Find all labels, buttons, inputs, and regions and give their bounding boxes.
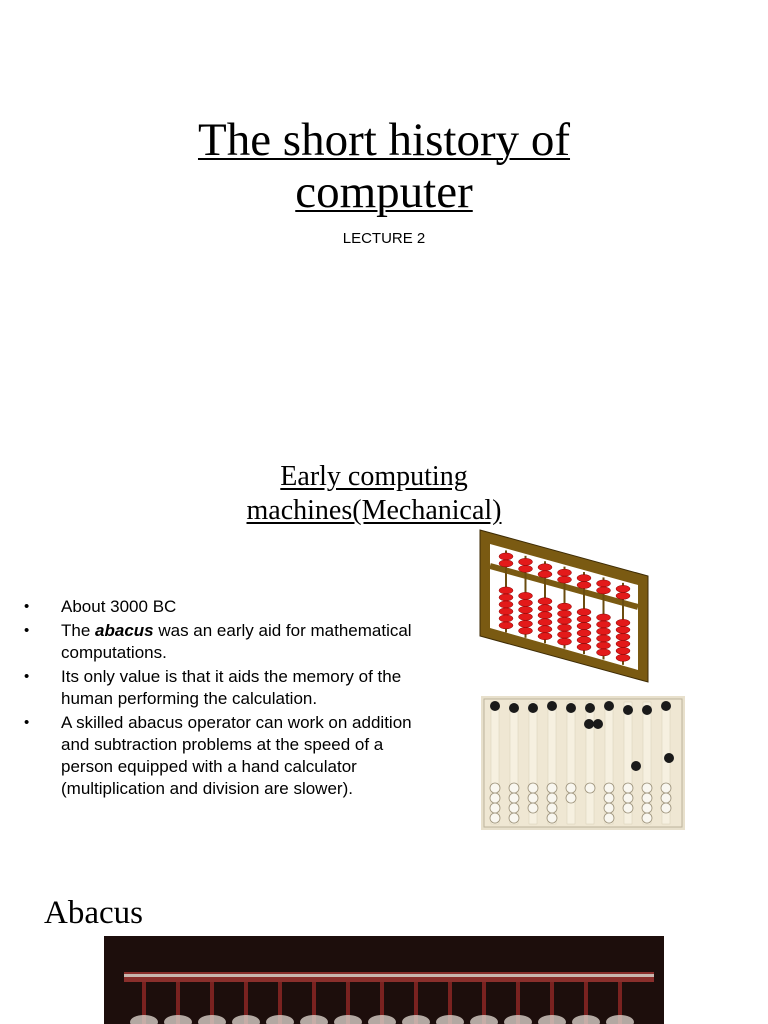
- bullet-item: [24, 596, 424, 618]
- lecture-title-line-2: computer: [295, 166, 473, 218]
- lecture-title: [0, 114, 768, 218]
- bullet-dot: •: [24, 668, 30, 685]
- section-title-line-2: machines(Mechanical): [246, 495, 502, 526]
- bullet-text: About 3000 BC: [61, 597, 177, 616]
- bullet-text: A skilled abacus operator can work on addition and subtraction problems at the speed of a person equipped with a hand calculator (multiplication and division are slower).: [61, 713, 412, 798]
- bullet-item: [24, 712, 424, 800]
- section-title-line-1: Early computing: [280, 461, 468, 492]
- abacus-photo-image: [104, 936, 664, 1024]
- abacus-red-beads-image: [478, 528, 652, 684]
- lecture-subtitle: LECTURE 2: [342, 230, 426, 247]
- bullet-text-prefix: The: [61, 621, 96, 640]
- abacus-heading: Abacus: [44, 895, 143, 931]
- bullet-text: Its only value is that it aids the memory of the human performing the calculation.: [61, 667, 402, 708]
- abacus-bone-beads-image: [481, 696, 685, 830]
- bullet-emphasis: abacus: [95, 621, 154, 640]
- bullet-dot: •: [24, 622, 30, 639]
- bullet-item: [24, 666, 424, 710]
- bullet-dot: •: [24, 598, 30, 615]
- lecture-title-line-1: The short history of: [197, 114, 571, 166]
- bullet-text-suffix: was an early aid for mathematical computations.: [61, 621, 412, 662]
- bullet-dot: •: [24, 714, 30, 731]
- section-title: [0, 460, 748, 528]
- bullet-item: [24, 620, 424, 664]
- bullet-list: [24, 596, 424, 802]
